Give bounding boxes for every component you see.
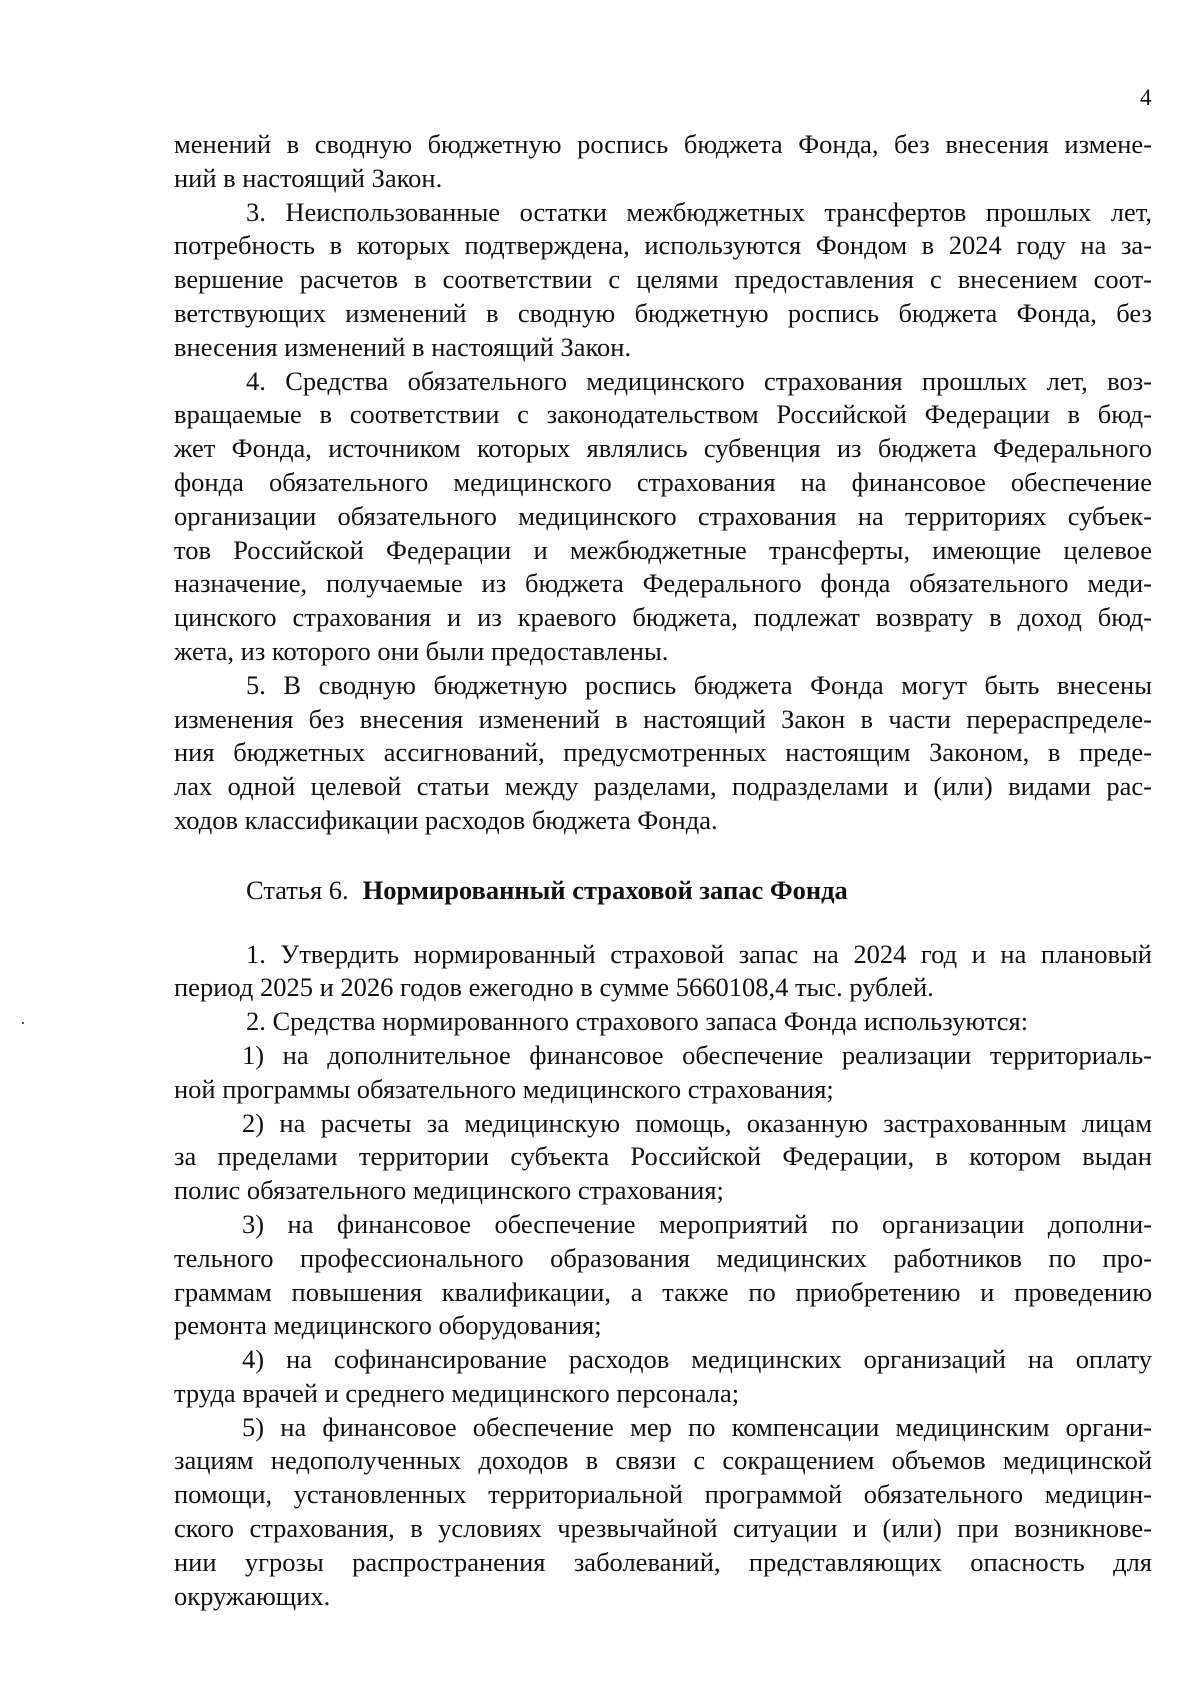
list-item-line: нии угрозы распространения заболеваний, представляющих опасность для xyxy=(174,1546,1152,1577)
spacer xyxy=(174,908,1152,938)
paragraph-line: жет Фонда, источником которых являлись субвенция из бюджета Федерального xyxy=(174,433,1152,464)
list-item-line: 4) на софинансирование расходов медицинских организаций на оплату xyxy=(242,1344,1152,1375)
document-body xyxy=(174,128,1152,1613)
list-item-line: 2) на расчеты за медицинскую помощь, оказанную застрахованным лицам xyxy=(242,1107,1152,1138)
list-item-line: ского страхования, в условиях чрезвычайной ситуации и (или) при возникнове- xyxy=(174,1513,1152,1544)
paragraph-line: 3. Неиспользованные остатки межбюджетных трансфертов прошлых лет, xyxy=(246,196,1152,227)
list-item-line: граммам повышения квалификации, а также по приобретению и проведению xyxy=(174,1276,1152,1307)
paragraph-line: потребность в которых подтверждена, используются Фондом в 2024 году на за- xyxy=(174,230,1152,261)
list-item-line: помощи, установленных территориальной программой обязательного медицин- xyxy=(174,1479,1152,1510)
paragraph-line: внесения изменений в настоящий Закон. xyxy=(174,331,632,362)
paragraph-line: фонда обязательного медицинского страхования на финансовое обеспечение xyxy=(174,466,1152,497)
article-heading xyxy=(174,874,1152,908)
paragraph-line: лах одной целевой статьи между разделами, подразделами и (или) видами рас- xyxy=(174,771,1152,802)
paragraph-line: 2. Средства нормированного страхового запаса Фонда используются: xyxy=(246,1006,1029,1037)
scan-speck xyxy=(22,1022,24,1024)
paragraph-line: 5. В сводную бюджетную роспись бюджета Фонда могут быть внесены xyxy=(246,669,1152,700)
list-item-line: труда врачей и среднего медицинского персонала; xyxy=(174,1377,740,1408)
paragraph-line: менений в сводную бюджетную роспись бюджета Фонда, без внесения измене- xyxy=(174,129,1152,159)
paragraph-line: 1. Утвердить нормированный страховой запас на 2024 год и на плановый xyxy=(246,938,1152,969)
article-label: Статья 6. xyxy=(246,874,349,905)
list-item-line: тельного профессионального образования медицинских работников по про- xyxy=(174,1242,1152,1273)
paragraph-line: ветствующих изменений в сводную бюджетную роспись бюджета Фонда, без xyxy=(174,297,1152,328)
paragraph-line: назначение, получаемые из бюджета Федерального фонда обязательного меди- xyxy=(174,568,1152,599)
spacer xyxy=(174,838,1152,874)
list-item-line: окружающих. xyxy=(174,1580,331,1611)
list-item-line: за пределами территории субъекта Российской Федерации, в котором выдан xyxy=(174,1141,1152,1172)
paragraph-line: вершение расчетов в соответствии с целями предоставления с внесением соот- xyxy=(174,264,1152,295)
paragraph-line: ния бюджетных ассигнований, предусмотренных настоящим Законом, в преде- xyxy=(174,737,1152,768)
paragraph-line: вращаемые в соответствии с законодательством Российской Федерации в бюд- xyxy=(174,399,1152,430)
paragraph-line: ходов классификации расходов бюджета Фонда. xyxy=(174,804,718,835)
page-number: 4 xyxy=(1140,85,1152,110)
paragraph-line: изменения без внесения изменений в настоящий Закон в части перераспределе- xyxy=(174,703,1152,734)
list-item-line: 1) на дополнительное финансовое обеспечение реализации территориаль- xyxy=(242,1039,1152,1070)
paragraph-line: 4. Средства обязательного медицинского страхования прошлых лет, воз- xyxy=(246,365,1152,396)
article-title: Нормированный страховой запас Фонда xyxy=(362,874,848,905)
list-item-line: ной программы обязательного медицинского страхования; xyxy=(174,1073,834,1104)
paragraph-line: организации обязательного медицинского страхования на территориях субъек- xyxy=(174,500,1152,531)
paragraph-line: цинского страхования и из краевого бюджета, подлежат возврату в доход бюд- xyxy=(174,602,1152,633)
paragraph-line: период 2025 и 2026 годов ежегодно в сумме 5660108,4 тыс. рублей. xyxy=(174,972,934,1003)
list-item-line: зациям недополученных доходов в связи с сокращением объемов медицинской xyxy=(174,1445,1152,1476)
list-item-line: 5) на финансовое обеспечение мер по компенсации медицинским органи- xyxy=(242,1411,1152,1442)
list-item-line: 3) на финансовое обеспечение мероприятий по организации дополни- xyxy=(242,1208,1152,1239)
paragraph-line: тов Российской Федерации и межбюджетные трансферты, имеющие целевое xyxy=(174,534,1152,565)
list-item-line: ремонта медицинского оборудования; xyxy=(174,1310,602,1341)
list-item-line: полис обязательного медицинского страхования; xyxy=(174,1175,724,1206)
paragraph-line: ний в настоящий Закон. xyxy=(174,162,443,193)
paragraph-line: жета, из которого они были предоставлены. xyxy=(174,635,669,666)
